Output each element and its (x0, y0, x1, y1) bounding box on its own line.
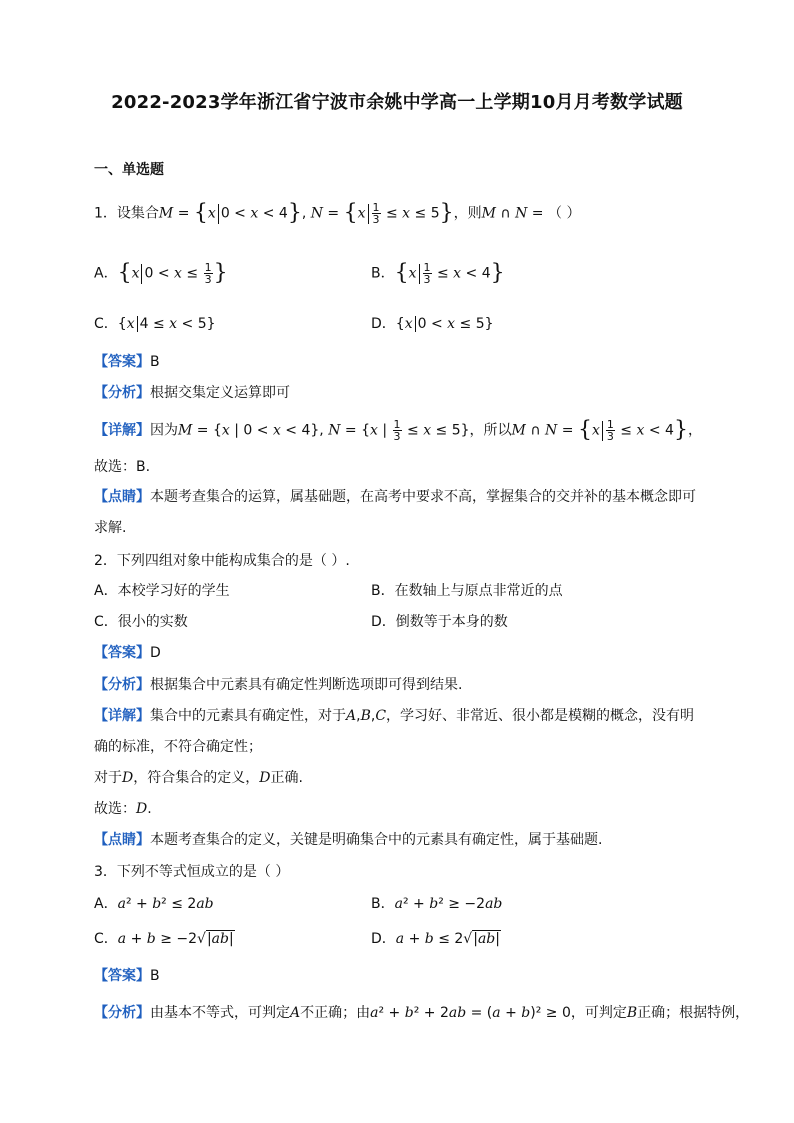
section-heading: 一、单选题 (94, 162, 164, 178)
q1-conclusion: 故选：B. (94, 459, 151, 475)
page-title: 2022-2023学年浙江省宁波市余姚中学高一上学期10月月考数学试题 (111, 92, 683, 113)
q1-stem: 1．设集合M = {x 0 < x < 4}, N = {x $\frac{1}{3}$ ≤ x ≤ 5}，则M ∩ N = （ ） (94, 200, 581, 226)
q2-option-c: C．很小的实数 (94, 614, 188, 630)
q1-answer: 【答案】B (94, 354, 160, 370)
q3-stem: 3．下列不等式恒成立的是（ ） (94, 864, 290, 880)
q2-detail-cont: 确的标准，不符合确定性； (94, 739, 262, 755)
q3-option-a: A．a² + b² ≤ 2ab (94, 896, 214, 912)
q1-detail: 【详解】因为M = {x | 0 < x < 4}, N = {x | $\frac{1}{3}$ ≤ x ≤ 5}，所以M ∩ N = {x $\frac{1}{3}$ ≤ x < 4}， (94, 417, 702, 443)
q1-comment: 【点睛】本题考查集合的运算，属基础题，在高考中要求不高，掌握集合的交并补的基本概念即可 (94, 489, 696, 505)
q2-analysis: 【分析】根据集合中元素具有确定性判断选项即可得到结果. (94, 677, 463, 693)
q2-option-a: A．本校学习好的学生 (94, 583, 230, 599)
q2-comment: 【点睛】本题考查集合的定义，关键是明确集合中的元素具有确定性，属于基础题. (94, 832, 603, 848)
q3-answer: 【答案】B (94, 968, 160, 984)
q3-option-c: C．a + b ≥ −2√|ab| (94, 931, 234, 947)
q2-option-b: B．在数轴上与原点非常近的点 (371, 583, 563, 599)
q1-option-b: B．{x $\frac{1}{3}$ ≤ x < 4} (371, 260, 505, 286)
q2-detail-d: 对于D，符合集合的定义，D正确. (94, 770, 303, 786)
q3-option-b: B．a² + b² ≥ −2ab (371, 896, 503, 912)
q2-answer: 【答案】D (94, 645, 161, 661)
q1-option-a: A．{x 0 < x ≤ $\frac{1}{3}$ } (94, 260, 228, 286)
q2-option-d: D．倒数等于本身的数 (371, 614, 508, 630)
q3-option-d: D．a + b ≤ 2√|ab| (371, 931, 500, 947)
q1-option-c: C．{x 4 ≤ x < 5} (94, 316, 216, 332)
q1-comment-cont: 求解. (94, 520, 127, 536)
q1-option-d: D．{x 0 < x ≤ 5} (371, 316, 494, 332)
q2-conclusion: 故选：D. (94, 801, 152, 817)
q1-analysis: 【分析】根据交集定义运算即可 (94, 385, 290, 401)
q2-detail: 【详解】集合中的元素具有确定性，对于A,B,C，学习好、非常近、很小都是模糊的概念，没有明 (94, 708, 695, 724)
q2-stem: 2．下列四组对象中能构成集合的是（ ）. (94, 553, 350, 569)
q3-analysis: 【分析】由基本不等式，可判定A不正确；由a² + b² + 2ab = (a + b)² ≥ 0，可判定B正确；根据特例， (94, 1005, 750, 1021)
